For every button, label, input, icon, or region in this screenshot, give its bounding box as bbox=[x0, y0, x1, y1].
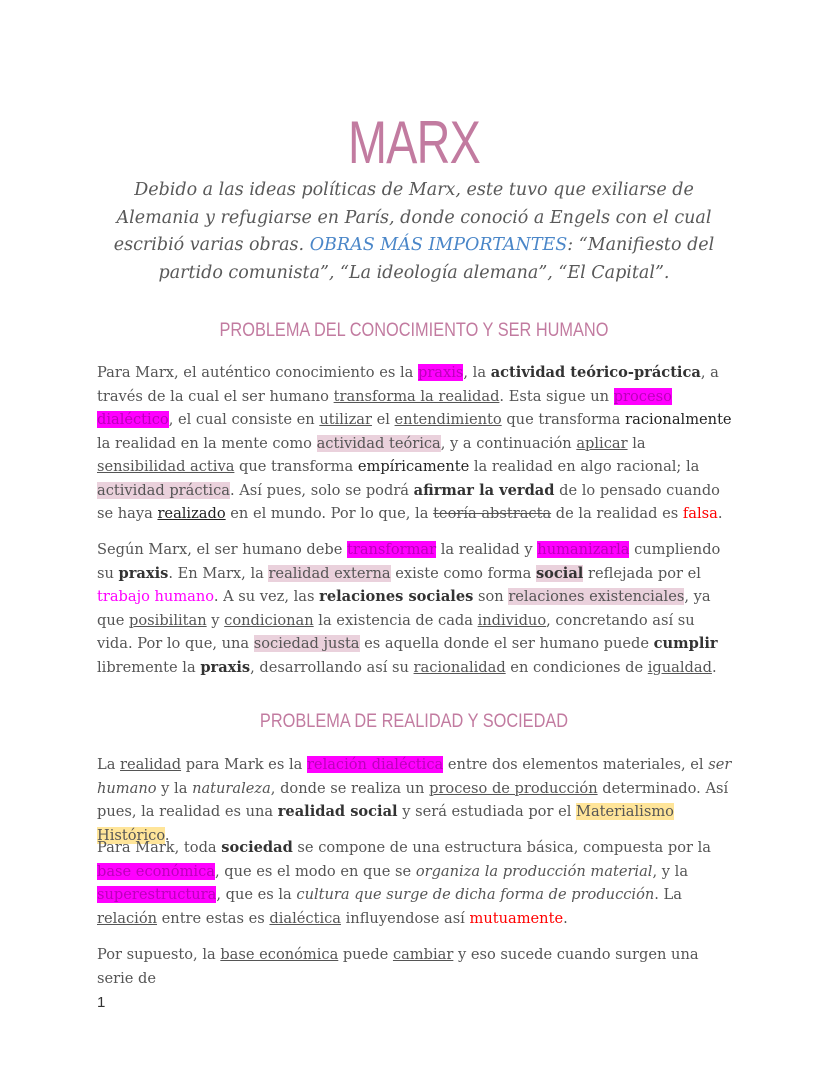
bold-term: praxis bbox=[118, 564, 169, 582]
bold-term: sociedad bbox=[221, 839, 293, 856]
works-list: : “Manifiesto del partido comunista”, “La ideología alemana”, “El Capital”. bbox=[158, 235, 715, 283]
bold-term: actividad teórico-práctica bbox=[490, 364, 701, 381]
underlined-term: utilizar bbox=[319, 411, 372, 428]
italic-term: ser humano bbox=[97, 756, 732, 797]
highlight: actividad práctica bbox=[97, 481, 230, 499]
underlined-term: relación bbox=[97, 909, 158, 927]
highlight: praxis bbox=[417, 364, 464, 381]
paragraph-realidad-1: La realidad para Mark es la relación dialéctica entre dos elementos materiales, el ser humano y la naturaleza, donde se realiza un proceso de producción determinado. Así pues, la realidad es una realidad social y será estudiada por el Materialismo Histórico. bbox=[97, 756, 732, 844]
italic-term: cultura que surge de dicha forma de producción bbox=[296, 886, 655, 903]
highlight: humanizarla bbox=[537, 541, 630, 558]
paragraph-conocimiento-2: Según Marx, el ser humano debe transformar la realidad y humanizarla cumpliendo su praxis. En Marx, la realidad externa existe como forma social reflejada por el trabajo humano. A su vez, las relaciones sociales son relaciones existenciales, ya que posibilitan y condicionan la existencia de cada individuo, concretando así su vida. Por lo que, una sociedad justa es aquella donde el ser humano puede cumplir libremente la praxis, desarrollando así su racionalidad en condiciones de igualdad. bbox=[97, 541, 721, 676]
section-heading-conocimiento: PROBLEMA DEL CONOCIMIENTO Y SER HUMANO bbox=[219, 320, 609, 341]
section-heading-realidad: PROBLEMA DE REALIDAD Y SOCIEDAD bbox=[259, 711, 569, 732]
highlight: relaciones existenciales bbox=[508, 588, 685, 605]
underlined-term: proceso de producción bbox=[429, 779, 598, 797]
bold-term: cumplir bbox=[653, 635, 718, 652]
paragraph-realidad-3: Por supuesto, la base económica puede cambiar y eso sucede cuando surgen una serie de bbox=[97, 946, 699, 987]
underlined-term: base económica bbox=[220, 946, 339, 963]
highlight: realidad externa bbox=[268, 564, 391, 582]
underlined-term: entendimiento bbox=[394, 411, 502, 428]
red-term: falsa bbox=[682, 505, 718, 522]
strikethrough-term: teoría abstracta bbox=[433, 505, 552, 522]
intro-text: Debido a las ideas políticas de Marx, este tuvo que exiliarse de Alemania y refugiarse en París, donde conoció a Engels con el cual escribió varias obras. bbox=[113, 180, 712, 255]
paragraph-realidad-2: Para Mark, toda sociedad se compone de una estructura básica, compuesta por la base económica, que es el modo en que se organiza la producción material, y la superestructura, que es la cultura que surge de dicha forma de producción. La relación entre estas es dialéctica influyendose así mutuamente. bbox=[97, 839, 712, 927]
highlight: base económica bbox=[97, 862, 215, 880]
bold-term: praxis bbox=[200, 658, 251, 676]
highlight: transformar bbox=[346, 541, 437, 558]
underlined-term: individuo bbox=[477, 611, 547, 629]
italic-term: naturaleza bbox=[192, 779, 271, 797]
underlined-term: cambiar bbox=[392, 946, 454, 963]
document-title: MARX bbox=[347, 109, 481, 176]
underlined-term: igualdad bbox=[647, 658, 712, 676]
underlined-term: transforma la realidad bbox=[333, 387, 500, 405]
magenta-term: trabajo humano bbox=[97, 588, 214, 605]
highlight: actividad teórica bbox=[316, 434, 441, 452]
intro-paragraph bbox=[96, 177, 732, 287]
underlined-term: condicionan bbox=[224, 611, 314, 629]
underlined-term: sensibilidad activa bbox=[97, 458, 235, 475]
underlined-term: racionalidad bbox=[413, 658, 506, 676]
underlined-term: realizado bbox=[157, 505, 226, 522]
bold-term: afirmar la verdad bbox=[413, 481, 555, 499]
highlight: proceso dialéctico bbox=[97, 387, 672, 428]
italic-term: organiza la producción material bbox=[415, 862, 653, 880]
underlined-term: realidad bbox=[120, 756, 182, 773]
bold-term: realidad social bbox=[277, 803, 398, 820]
paragraph-conocimiento-1: Para Marx, el auténtico conocimiento es la praxis, la actividad teórico-práctica, a través de la cual el ser humano transforma la realidad. Esta sigue un proceso dialéctico, el cual consiste en utilizar el entendimiento que transforma racionalmente la realidad en la mente como actividad teórica, y a continuación aplicar la sensibilidad activa que transforma empíricamente la realidad en algo racional; la actividad práctica. Así pues, solo se podrá afirmar la verdad de lo pensado cuando se haya realizado en el mundo. Por lo que, la teoría abstracta de la realidad es falsa. bbox=[97, 364, 732, 522]
underlined-term: posibilitan bbox=[129, 611, 207, 629]
bold-term: social bbox=[535, 564, 584, 582]
underlined-term: aplicar bbox=[576, 434, 628, 452]
page-number: 1 bbox=[97, 994, 106, 1011]
highlight: relación dialéctica bbox=[306, 756, 444, 773]
underlined-term: dialéctica bbox=[269, 909, 341, 927]
red-term: mutuamente bbox=[469, 909, 564, 927]
works-label: OBRAS MÁS IMPORTANTES bbox=[309, 235, 568, 255]
highlight: superestructura bbox=[97, 886, 217, 903]
highlight: Materialismo Histórico bbox=[97, 803, 674, 844]
highlight: sociedad justa bbox=[253, 635, 360, 652]
bold-term: relaciones sociales bbox=[319, 588, 474, 605]
